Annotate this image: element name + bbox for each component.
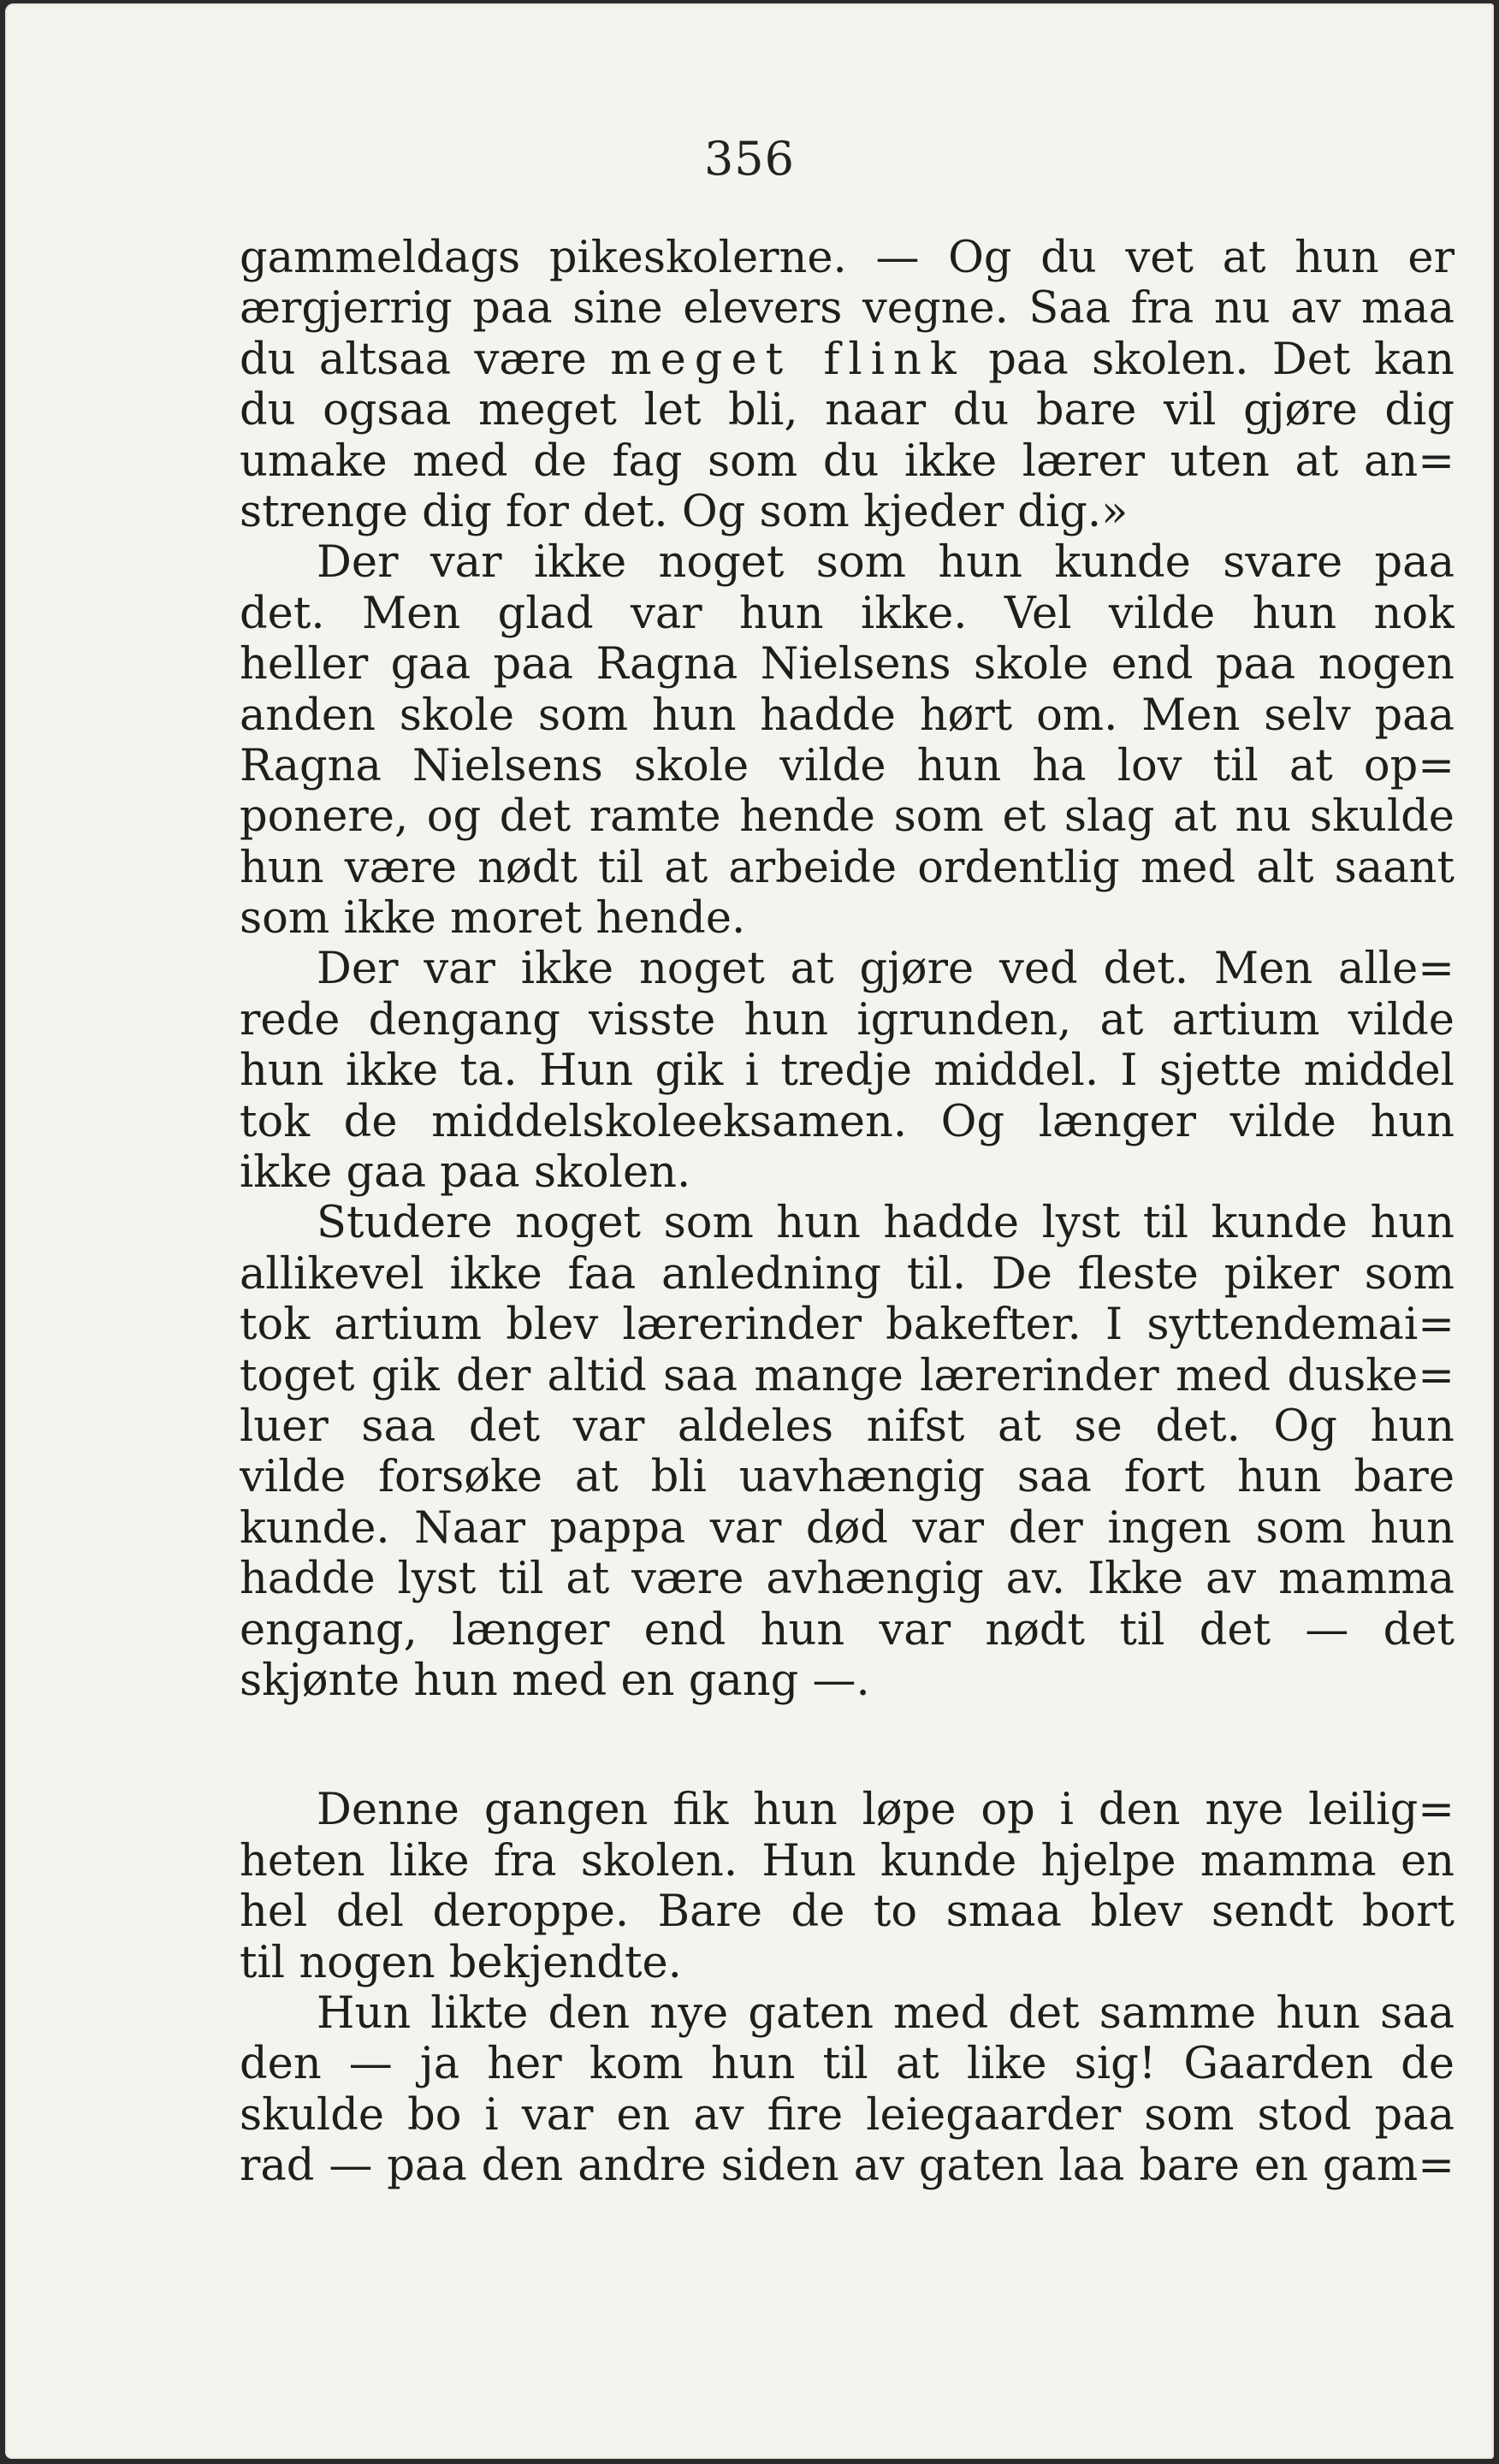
text-line: luer saa det var aldeles nifst at se det. Og hun bbox=[240, 1401, 1455, 1452]
text-line: hun være nødt til at arbeide ordentlig med alt saant bbox=[240, 842, 1455, 893]
text-line: toget gik der altid saa mange lærerinder med duske= bbox=[240, 1350, 1455, 1401]
text-line: hadde lyst til at være avhængig av. Ikke av mamma bbox=[240, 1554, 1455, 1605]
text-line: tok de middelskoleeksamen. Og længer vilde hun bbox=[240, 1096, 1455, 1147]
paragraph bbox=[240, 1785, 1455, 1988]
text-line: hel del deroppe. Bare de to smaa blev sendt bort bbox=[240, 1886, 1455, 1938]
text-line: Der var ikke noget at gjøre ved det. Men alle= bbox=[317, 944, 1455, 995]
text-line: skulde bo i var en av fire leiegaarder som stod paa bbox=[240, 2089, 1455, 2141]
text-line: rede dengang visste hun igrunden, at artium vilde bbox=[240, 994, 1455, 1045]
book-page bbox=[5, 3, 1494, 2459]
paragraph bbox=[240, 233, 1455, 537]
text-line: hun ikke ta. Hun gik i tredje middel. I sjette middel bbox=[240, 1045, 1455, 1097]
paragraph bbox=[240, 1988, 1455, 2192]
text-line: Ragna Nielsens skole vilde hun ha lov til at op= bbox=[240, 740, 1455, 791]
text-line: tok artium blev lærerinder bakefter. I syttendemai= bbox=[240, 1300, 1455, 1351]
text-line bbox=[240, 335, 1455, 385]
text-line: skjønte hun med en gang —. bbox=[240, 1655, 870, 1706]
paragraph bbox=[240, 944, 1455, 1198]
text-line: ponere, og det ramte hende som et slag at nu skulde bbox=[240, 791, 1455, 843]
text-line: Hun likte den nye gaten med det samme hun saa bbox=[317, 1987, 1455, 2039]
text-line: Denne gangen fik hun løpe op i den nye leilig= bbox=[317, 1785, 1455, 1836]
text-line: Der var ikke noget som hun kunde svare paa bbox=[317, 537, 1455, 589]
text-line: strenge dig for det. Og som kjeder dig.» bbox=[240, 486, 1129, 537]
text-line: heten like fra skolen. Hun kunde hjelpe mamma en bbox=[240, 1835, 1455, 1886]
text-span: paa skolen. Det kan bbox=[964, 334, 1455, 385]
text-line: gammeldags pikeskolerne. — Og du vet at hun er bbox=[240, 233, 1455, 283]
text-line: Studere noget som hun hadde lyst til kunde hun bbox=[317, 1198, 1455, 1249]
text-line: umake med de fag som du ikke lærer uten at an= bbox=[240, 435, 1455, 487]
text-line: anden skole som hun hadde hørt om. Men selv paa bbox=[240, 690, 1455, 741]
paragraph bbox=[240, 537, 1455, 944]
body-text bbox=[240, 233, 1455, 2191]
text-line: rad — paa den andre siden av gaten laa bare en gam= bbox=[240, 2141, 1455, 2192]
paragraph bbox=[240, 1198, 1455, 1706]
text-line: allikevel ikke faa anledning til. De fleste piker som bbox=[240, 1248, 1455, 1300]
text-line: som ikke moret hende. bbox=[240, 893, 746, 945]
text-line: kunde. Naar pappa var død var der ingen som hun bbox=[240, 1502, 1455, 1554]
section-break bbox=[240, 1706, 1455, 1785]
text-line: det. Men glad var hun ikke. Vel vilde hun nok bbox=[240, 588, 1455, 639]
text-line: du ogsaa meget let bli, naar du bare vil gjøre dig bbox=[240, 385, 1455, 436]
text-line: den — ja her kom hun til at like sig! Gaarden de bbox=[240, 2039, 1455, 2090]
emphasized-text: meget flink bbox=[610, 334, 965, 385]
text-line: ikke gaa paa skolen. bbox=[240, 1147, 691, 1199]
page-number: 356 bbox=[703, 132, 796, 186]
text-line: ærgjerrig paa sine elevers vegne. Saa fra nu av maa bbox=[240, 283, 1455, 335]
text-span: du altsaa være bbox=[240, 334, 611, 385]
text-line: til nogen bekjendte. bbox=[240, 1937, 682, 1988]
text-line: engang, længer end hun var nødt til det — det bbox=[240, 1604, 1455, 1656]
text-line: vilde forsøke at bli uavhængig saa fort hun bare bbox=[240, 1452, 1455, 1503]
text-line: heller gaa paa Ragna Nielsens skole end paa nogen bbox=[240, 639, 1455, 690]
